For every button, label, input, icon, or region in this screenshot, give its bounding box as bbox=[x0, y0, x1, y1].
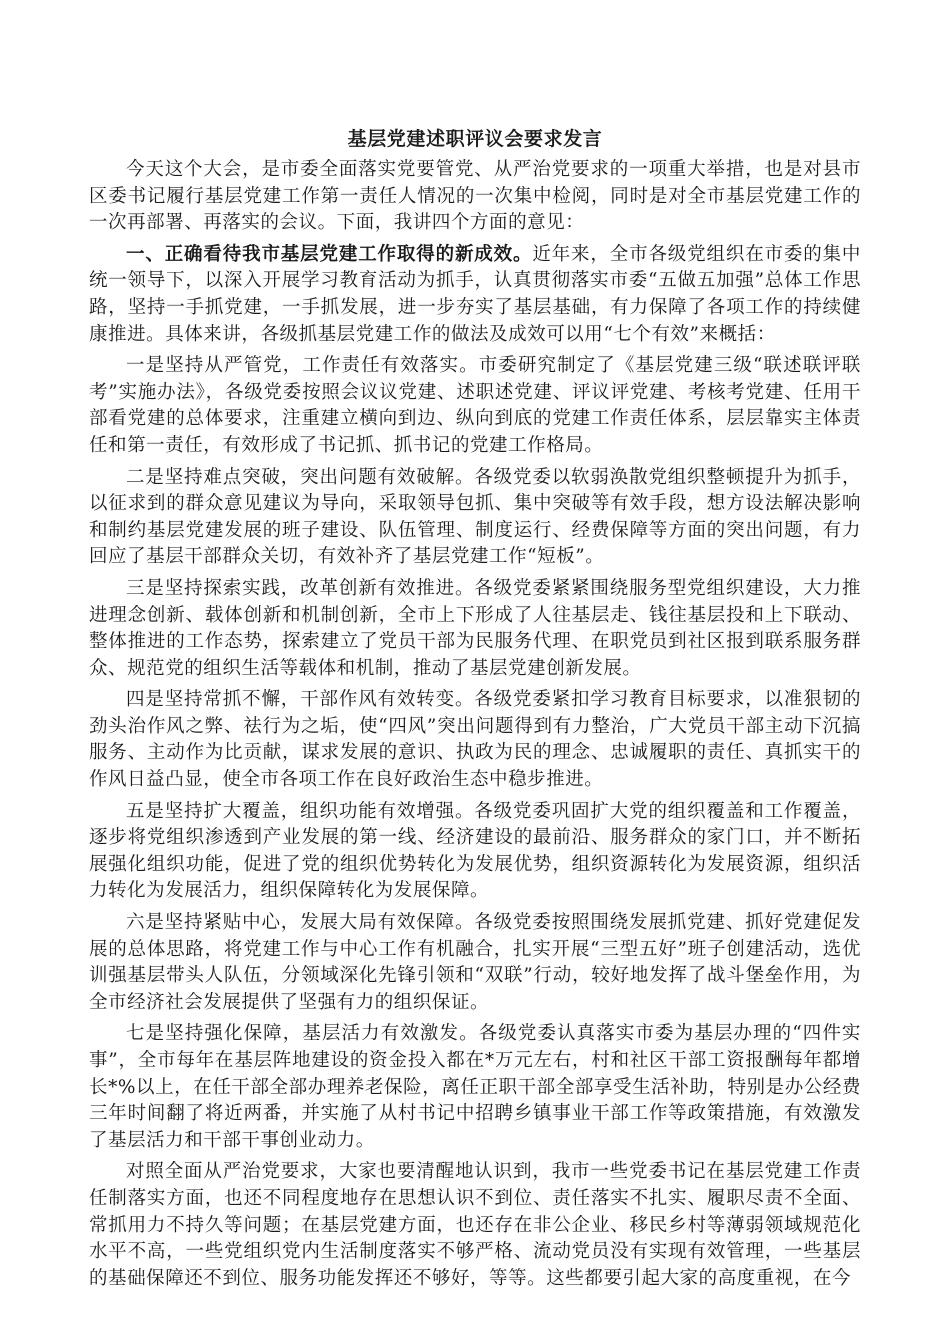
paragraph-point-six bbox=[89, 910, 861, 1016]
paragraph-point-one bbox=[89, 353, 861, 459]
paragraph-text: 七是坚持强化保障，基层活力有效激发。各级党委认真落实市委为基层办理的“四件实事”，全市每年在基层阵地建设的资金投入都在*万元左右，村和社区干部工资报酬每年都增长*%以上，在任干部全部办理养老保险，离任正职干部全部享受生活补助，特别是办公经费三年时间翻了将近两番，并实施了从村书记中招聘乡镇事业干部工作等政策措施，有效激发了基层活力和干部干事创业动力。 bbox=[89, 1023, 861, 1151]
paragraph-text: 六是坚持紧贴中心，发展大局有效保障。各级党委按照围绕发展抓党建、抓好党建促发展的总体思路，将党建工作与中心工作有机融合，扎实开展“三型五好”班子创建活动，选优训强基层带头人队伍，分领域深化先锋引领和“双联”行动，较好地发挥了战斗堡垒作用，为全市经济社会发展提供了坚强有力的组织保证。 bbox=[89, 912, 861, 1013]
paragraph-text: 四是坚持常抓不懈，干部作风有效转变。各级党委紧扣学习教育目标要求，以准狠韧的劲头治作风之弊、祛行为之垢，使“四风”突出问题得到有力整治，广大党员干部主动下沉搞服务、主动作为比贡献，谋求发展的意识、执政为民的理念、忠诚履职的责任、真抓实干的作风日益凸显，使全市各项工作在良好政治生态中稳步推进。 bbox=[89, 689, 861, 791]
section-heading: 一、正确看待我市基层党建工作取得的新成效。 bbox=[126, 243, 533, 265]
paragraph-point-five bbox=[89, 799, 861, 905]
paragraph-text: 三是坚持探索实践，改革创新有效推进。各级党委紧紧围绕服务型党组织建设，大力推进理念创新、载体创新和机制创新，全市上下形成了人往基层走、钱往基层投和上下联动、整体推进的工作态势，探索建立了党员干部为民服务代理、在职党员到社区报到联系服务群众、规范党的组织生活等载体和机制，推动了基层党建创新发展。 bbox=[89, 577, 861, 679]
paragraph-text: 近年来，全市各级党组织在市委的集中统一领导下，以深入开展学习教育活动为抓手，认真贯彻落实市委“五做五加强”总体工作思路，坚持一手抓党建，一手抓发展，进一步夯实了基层基础，有力保障了各项工作的持续健康推进。具体来讲，各级抓基层党建工作的做法及成效可以用“七个有效”来概括： bbox=[89, 243, 861, 345]
paragraph-point-four bbox=[89, 687, 861, 793]
document-page bbox=[89, 124, 861, 1292]
paragraph-problems bbox=[89, 1159, 861, 1292]
paragraph-point-two bbox=[89, 465, 861, 571]
paragraph-section-one bbox=[89, 242, 861, 348]
paragraph-text: 今天这个大会，是市委全面落实党要管党、从严治党要求的一项重大举措，也是对县市区委书记履行基层党建工作第一责任人情况的一次集中检阅，同时是对全市基层党建工作的一次再部署、再落实的会议。下面，我讲四个方面的意见： bbox=[89, 159, 861, 234]
paragraph-text: 五是坚持扩大覆盖，组织功能有效增强。各级党委巩固扩大党的组织覆盖和工作覆盖，逐步将党组织渗透到产业发展的第一线、经济建设的最前沿、服务群众的家门口，并不断拓展强化组织功能，促进了党的组织优势转化为发展优势，组织资源转化为发展资源，组织活力转化为发展活力，组织保障转化为发展保障。 bbox=[89, 800, 861, 902]
paragraph-intro bbox=[89, 157, 861, 237]
paragraph-text: 二是坚持难点突破，突出问题有效破解。各级党委以软弱涣散党组织整顿提升为抓手，以征求到的群众意见建议为导向，采取领导包抓、集中突破等有效手段，想方设法解决影响和制约基层党建发展的班子建设、队伍管理、制度运行、经费保障等方面的突出问题，有力回应了基层干部群众关切，有效补齐了基层党建工作“短板”。 bbox=[89, 466, 861, 568]
paragraph-text: 一是坚持从严管党，工作责任有效落实。市委研究制定了《基层党建三级“联述联评联考”实施办法》，各级党委按照会议议党建、述职述党建、评议评党建、考核考党建、任用干部看党建的总体要求，注重建立横向到边、纵向到底的党建工作责任体系，层层靠实主体责任和第一责任，有效形成了书记抓、抓书记的党建工作格局。 bbox=[89, 355, 861, 456]
paragraph-text: 对照全面从严治党要求，大家也要清醒地认识到，我市一些党委书记在基层党建工作责任制落实方面，也还不同程度地存在思想认识不到位、责任落实不扎实、履职尽责不全面、常抓用力不持久等问题；在基层党建方面，也还存在非公企业、移民乡村等薄弱领域规范化水平不高，一些党组织党内生活制度落实不够严格、流动党员没有实现有效管理，一些基层的基础保障还不到位、服务功能发挥还不够好，等等。这些都要引起大家的高度重视，在今 bbox=[89, 1161, 861, 1289]
document-title: 基层党建述职评议会要求发言 bbox=[347, 128, 603, 150]
paragraph-point-three bbox=[89, 576, 861, 682]
paragraph-point-seven bbox=[89, 1021, 861, 1154]
